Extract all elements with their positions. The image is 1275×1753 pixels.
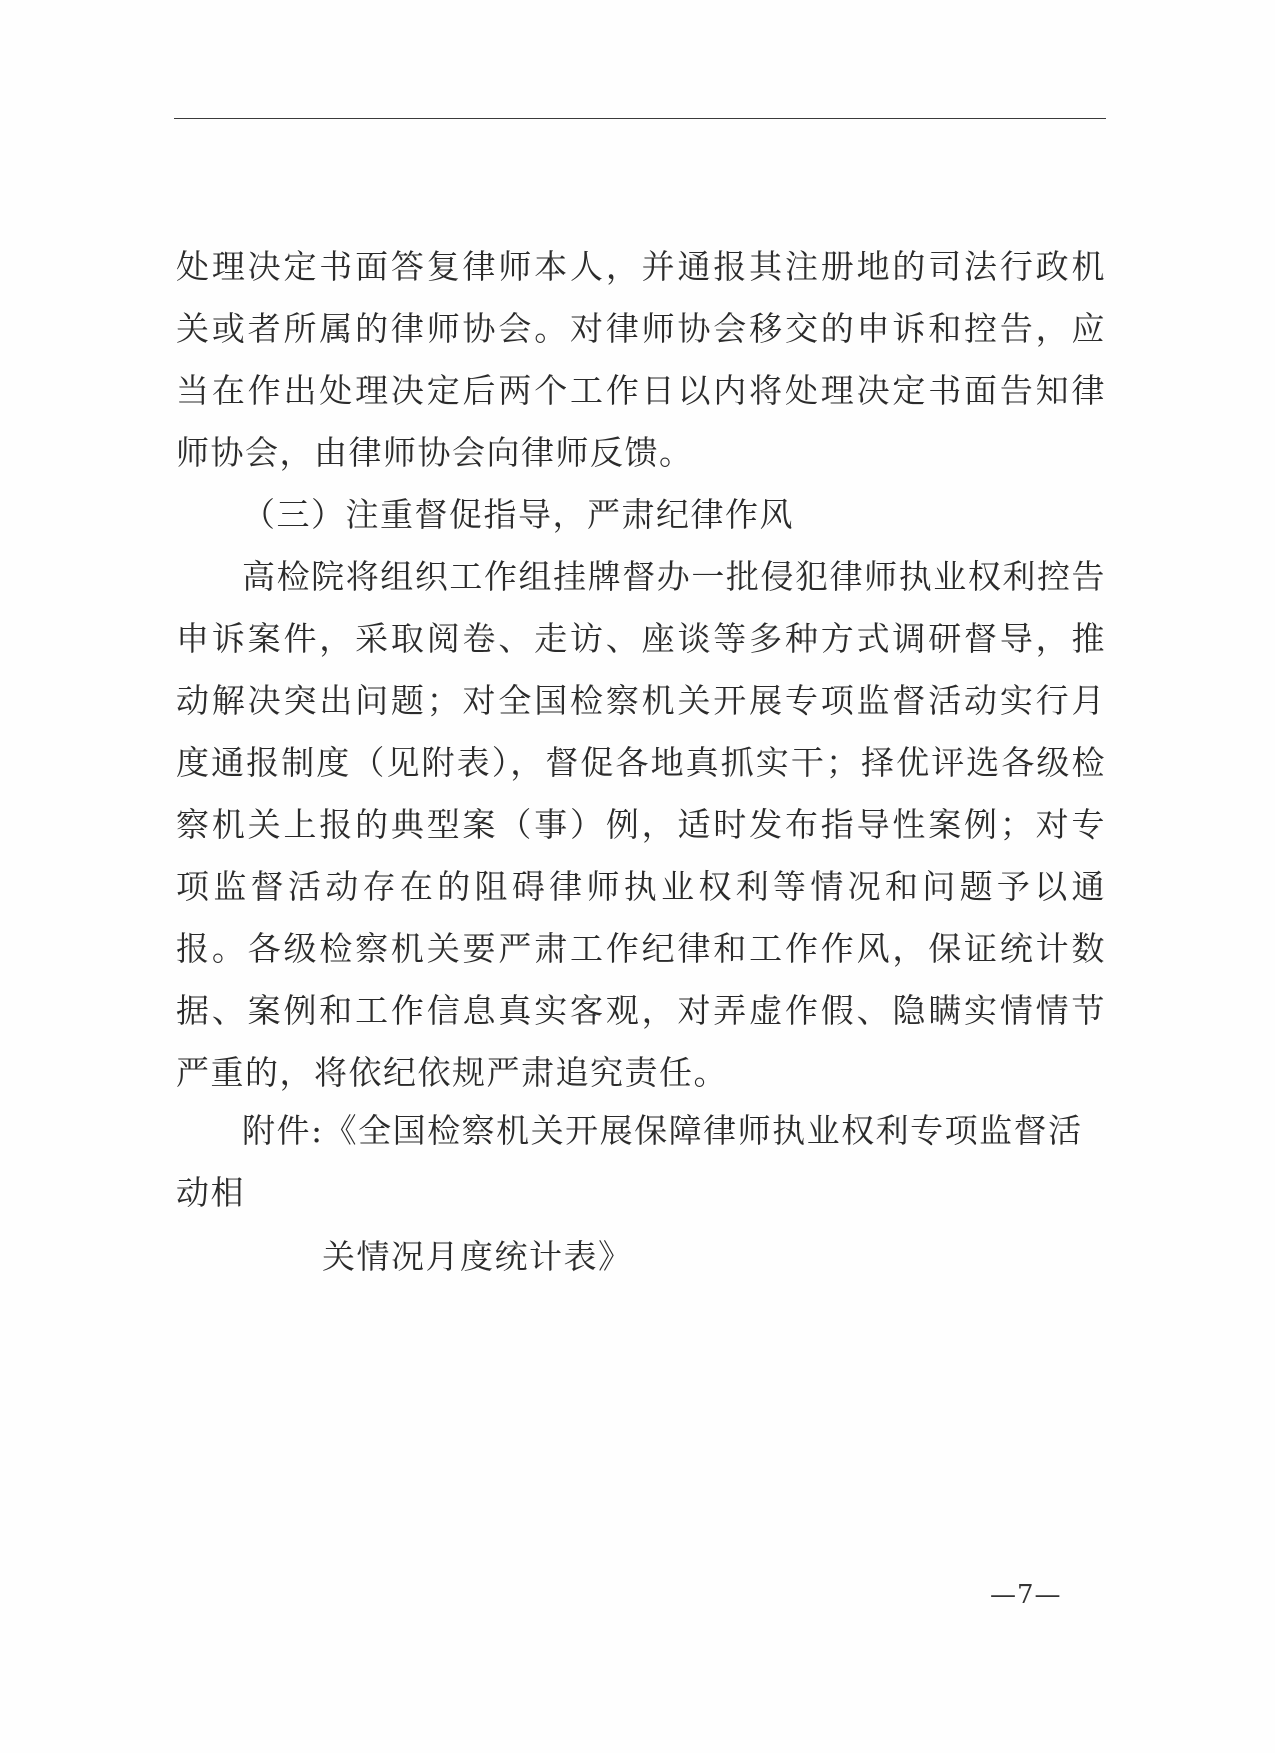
- section-heading: （三）注重督促指导，严肃纪律作风: [242, 495, 794, 534]
- attachment-line-1: 附件:《全国检察机关开展保障律师执业权利专项监督活动相: [176, 1111, 1083, 1212]
- attachment-note: [176, 1100, 1106, 1288]
- header-rule: [174, 118, 1106, 119]
- attachment-line-2: 关情况月度统计表》: [322, 1237, 633, 1276]
- paragraph-supervision: 高检院将组织工作组挂牌督办一批侵犯律师执业权利控告申诉案件，采取阅卷、走访、座谈等多种方式调研督导，推动解决突出问题；对全国检察机关开展专项监督活动实行月度通报制度（见附表），督促各地真抓实干；择优评选各级检察机关上报的典型案（事）例，适时发布指导性案例；对专项监督活动存在的阻碍律师执业权利等情况和问题予以通报。各级检察机关要严肃工作纪律和工作作风，保证统计数据、案例和工作信息真实客观，对弄虚作假、隐瞒实情情节严重的，将依纪依规严肃追究责任。: [176, 557, 1106, 1092]
- paragraph-continuation: 处理决定书面答复律师本人，并通报其注册地的司法行政机关或者所属的律师协会。对律师协会移交的申诉和控告，应当在作出处理决定后两个工作日以内将处理决定书面告知律师协会，由律师协会向律师反馈。: [176, 247, 1106, 472]
- page-number: —7—: [990, 1580, 1062, 1610]
- document-body: [176, 236, 1106, 1104]
